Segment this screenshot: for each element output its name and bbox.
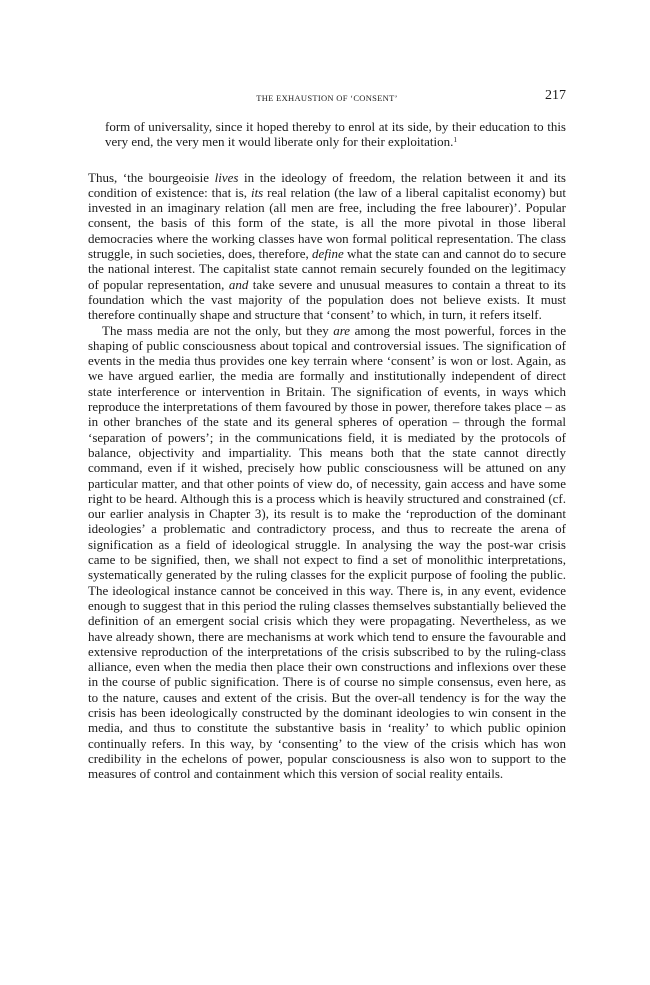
text-run: what the state can and cannot do to secure the national interest. The capitalist state cannot remain securely founded on the legitimacy of popular representation,: [88, 246, 567, 292]
body-text: [88, 119, 566, 781]
italic-text: and: [228, 276, 249, 292]
text-run: take severe and unusual measures to contain a threat to its foundation which the vast majority of the population does not believe exists. It must therefore continually shape and structure that ‘consent’ to which, in turn, it refers itself.: [88, 276, 566, 323]
page-number: 217: [545, 88, 566, 103]
italic-text: define: [312, 246, 344, 262]
block-quote: [105, 119, 566, 150]
italic-text: its: [250, 184, 264, 200]
paragraphs: [88, 170, 566, 782]
paragraph: [88, 323, 566, 782]
text-run: real relation (the law of a liberal capitalist economy) but invested in an imaginary relation (all men are free, including the free labourer)’. Popular consent, the basis of this form of the state, is all the more pivotal in those liberal democracies where the working classes have won formal political representation. The class struggle, in such societies, does, therefore,: [88, 184, 566, 262]
italic-text: lives: [214, 169, 239, 185]
block-quote-text: form of universality, since it hoped thereby to enrol at its side, by their education to this very end, the very men it would liberate only for their exploitation.: [105, 119, 566, 150]
text-run: among the most powerful, forces in the shaping of public consciousness about topical and controversial issues. The signification of events in the media thus provides one key terrain where ‘consent’ is won or lost. Again, as we have argued earlier, the media are formally and institutionally independent of direct state interference or intervention in Britain. The signification of events, in ways which reproduce the interpretations of them favoured by those in power, therefore takes place – as in other branches of the state and its general spheres of operation – through the formal ‘separation of powers’; in the communications field, it is mediated by the protocols of balance, objectivity and impartiality. This means both that the state cannot directly command, even if it wished, precisely how public consciousness will be attuned on any particular matter, and that other points of view do, of necessity, gain access and have some right to be heard. Although this is a process which is heavily structured and constrained (cf. our earlier analysis in Chapter 3), its result is to make the ‘reproduction of the dominant ideologies’ a problematic and contradictory process, and thus to recreate the arena of signification as a field of ideological struggle. In analysing the way the post-war crisis came to be signified, then, we shall not expect to find a set of monolithic interpretations, systematically generated by the ruling classes for the explicit purpose of fooling the public. The ideological instance cannot be conceived in this way. There is, in any event, evidence enough to suggest that in this period the ruling classes themselves substantially believed the definition of an emergent social crisis which they were propagating. Nevertheless, as we have already shown, there are mechanisms at work which tend to ensure the favourable and extensive reproduction of the interpretations of the crisis subscribed to by the ruling-class alliance, even when the media then place their own constructions and inflexions over these in the course of public signification. There is of course no simple consensus, even here, as to the nature, causes and extent of the crisis. But the over-all tendency is for the way the crisis has been ideologically constructed by the dominant ideologies to win consent in the media, and thus to constitute the substantive basis in ‘reality’ to which public opinion continually refers. In this way, by ‘consenting’ to the view of the crisis which has won credibility in the echelons of power, popular consciousness is also won to support to the measures of control and containment which this version of social reality entails.: [88, 322, 566, 782]
italic-text: are: [333, 322, 351, 338]
text-run: The mass media are not the only, but they: [102, 322, 334, 338]
running-head: [88, 88, 566, 108]
running-title: THE EXHAUSTION OF ‘CONSENT’: [256, 93, 398, 103]
text-run: Thus, ‘the bourgeoisie: [88, 169, 215, 185]
text-run: in the ideology of freedom, the relation between it and its condition of existence: that is,: [88, 169, 566, 200]
paragraph: [88, 170, 566, 323]
footnote-reference: 1: [453, 135, 458, 145]
